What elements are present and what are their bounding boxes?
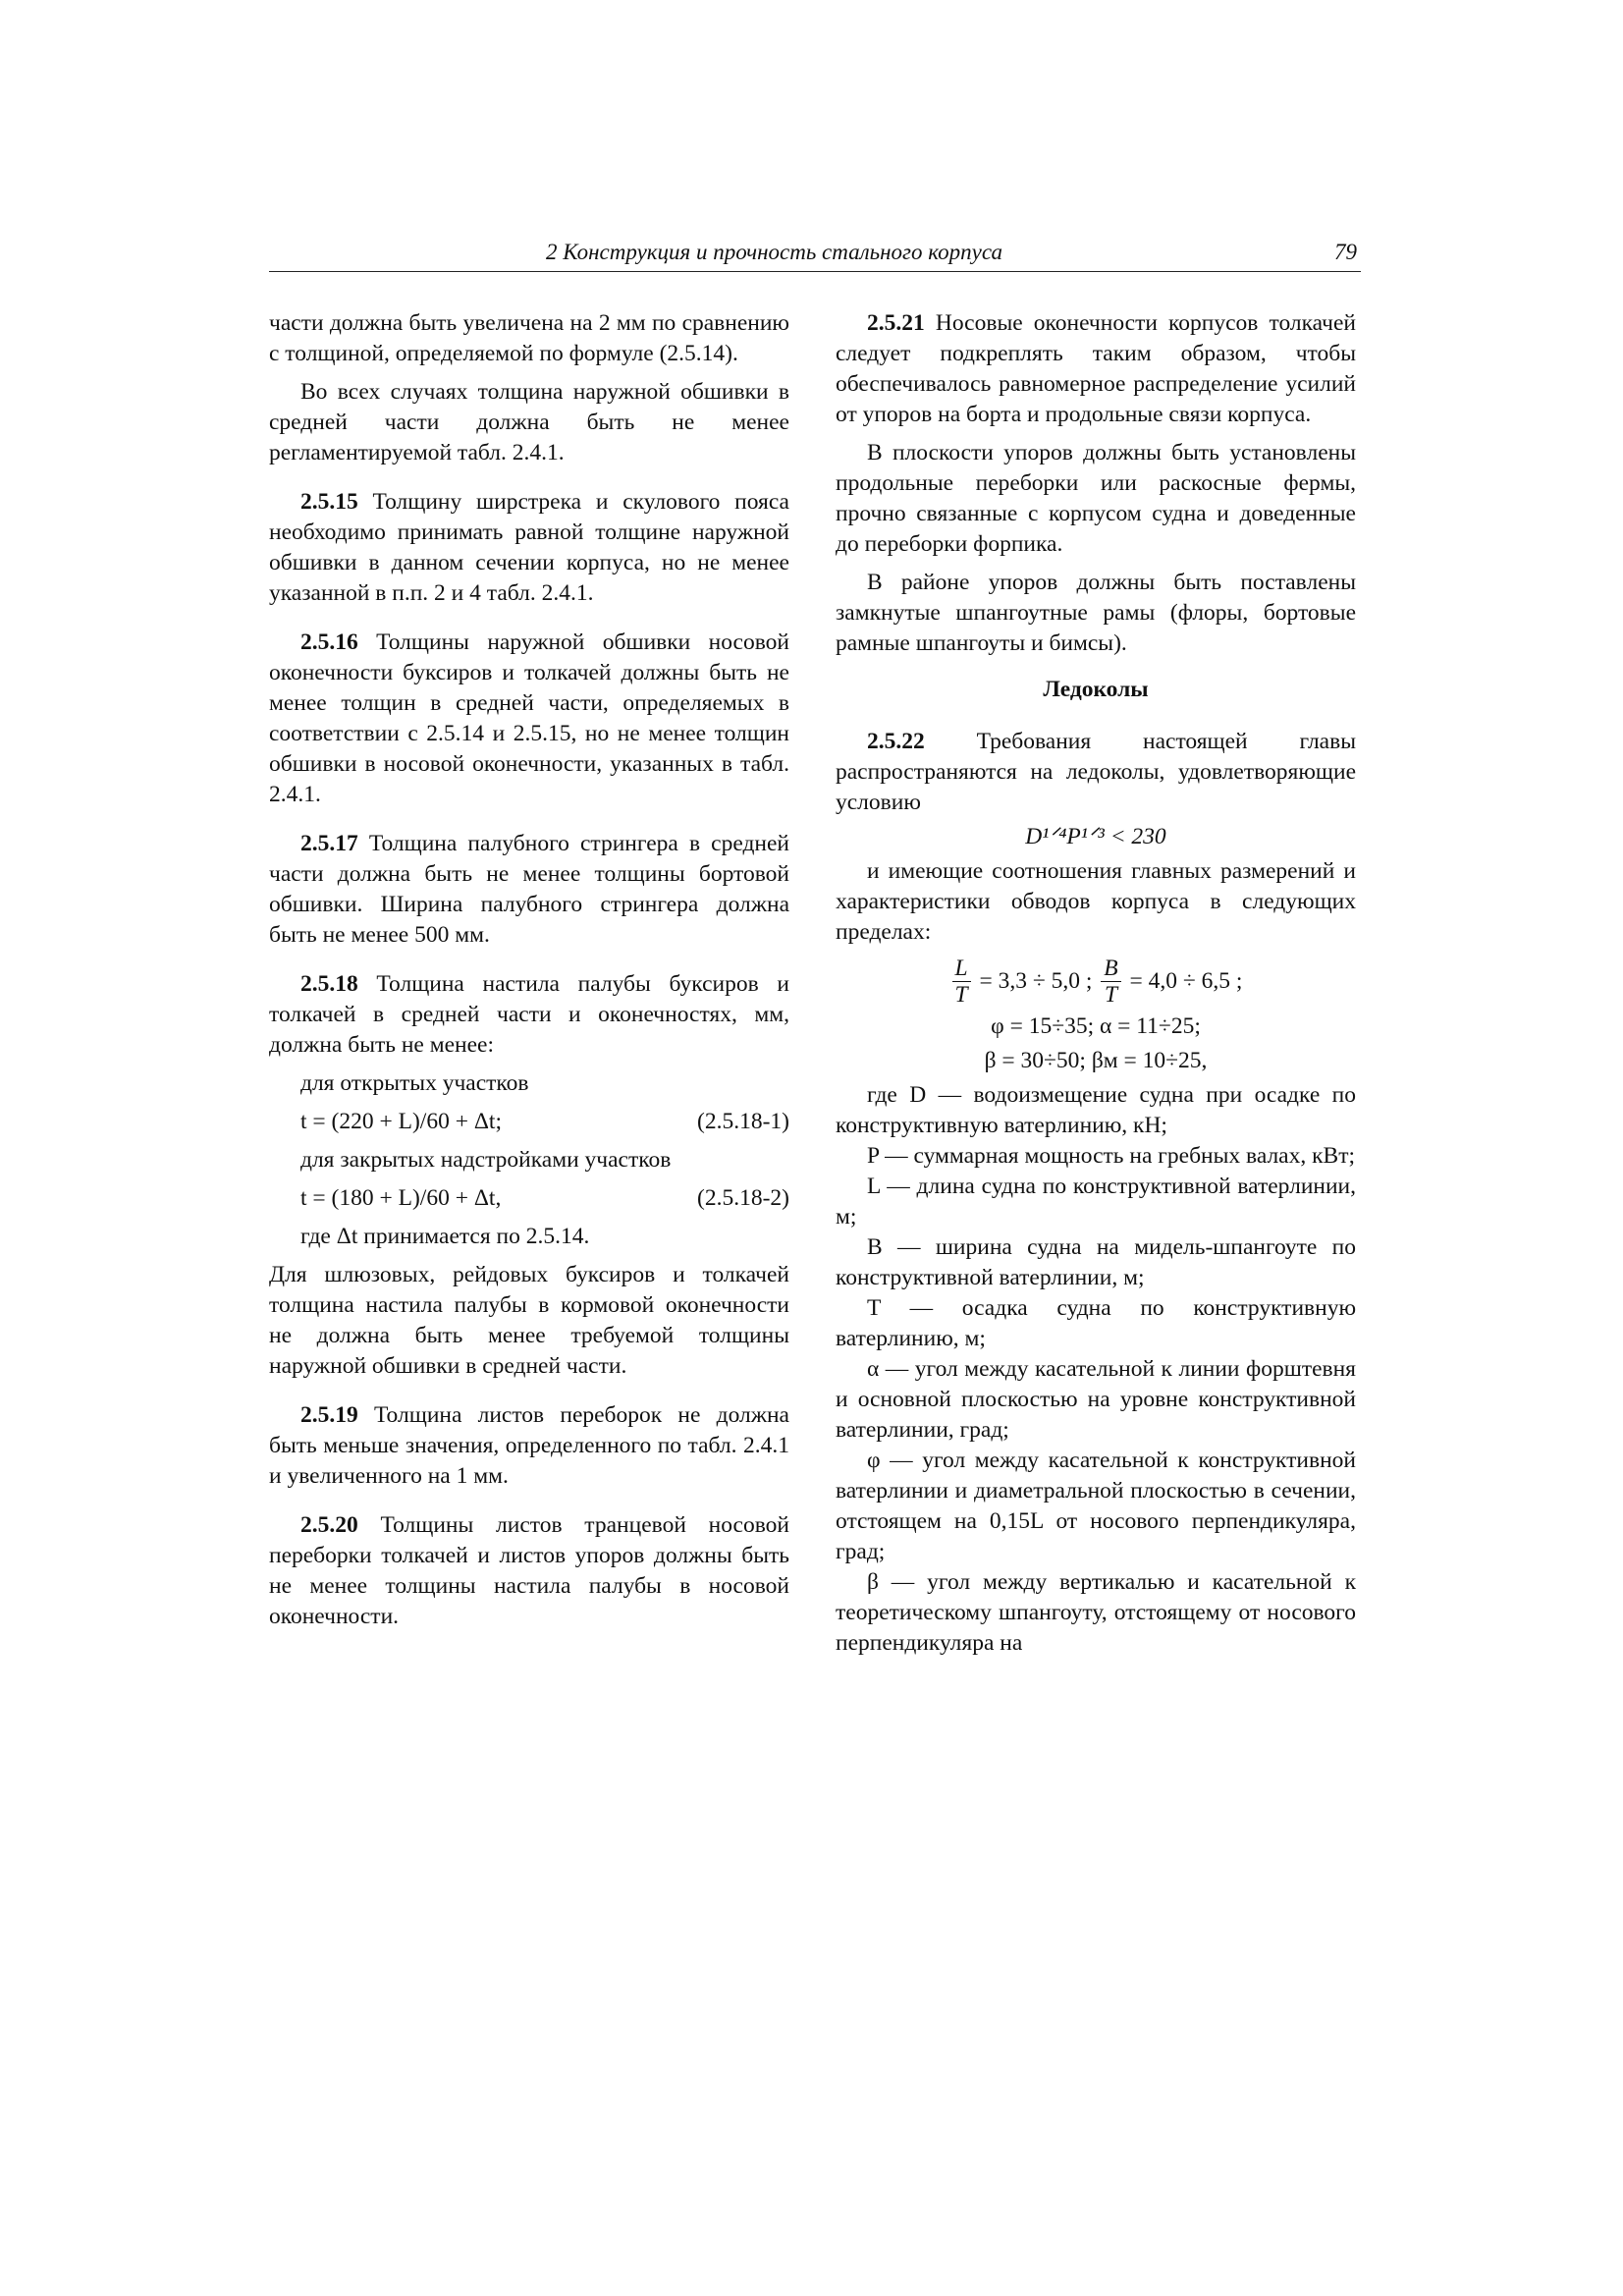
definition-phi: φ — угол между касательной к конструктивной ватерлинии и диаметральной плоскостью в сечении, отстоящем на 0,15L от носового перпендикуляра, град;: [836, 1448, 1356, 1564]
section-2-5-22: [836, 727, 1356, 818]
section-2-5-17: [269, 829, 789, 951]
section-text: Толщина палубного стрингера в средней части должна быть не менее толщины бортовой обшивки. Ширина палубного стрингера должна быть не менее 500 мм.: [269, 831, 789, 948]
section-text: Толщины листов транцевой носовой переборки толкачей и листов упоров должны быть не менее толщины настила палубы в носовой оконечности.: [269, 1512, 789, 1629]
closed-areas-label: для закрытых надстройками участков: [300, 1147, 672, 1173]
definition-p: P — суммарная мощность на гребных валах, кВт;: [867, 1143, 1355, 1169]
paragraph: и имеющие соотношения главных размерений и характеристики обводов корпуса в следующих пределах:: [836, 858, 1356, 945]
header-title: 2 Конструкция и прочность стального корпуса: [546, 240, 1002, 264]
section-number: 2.5.16: [300, 629, 358, 655]
formula-2-5-18-2: [300, 1183, 789, 1214]
section-number: 2.5.17: [300, 831, 358, 856]
ratio-range: = 4,0 ÷ 6,5 ;: [1129, 968, 1243, 994]
section-text: Толщина настила палубы буксиров и толкачей в средней части и оконечностях, мм, должна быть не менее:: [269, 971, 789, 1058]
where-clause: где Δt принимается по 2.5.14.: [300, 1224, 590, 1249]
definition-b: B — ширина судна на мидель-шпангоуте по конструктивной ватерлинии, м;: [836, 1234, 1356, 1290]
section-text: Требования настоящей главы распространяются на ледоколы, удовлетворяющие условию: [836, 729, 1356, 815]
section-number: 2.5.20: [300, 1512, 358, 1538]
section-number: 2.5.18: [300, 971, 358, 997]
formula-number: (2.5.18-1): [697, 1109, 789, 1134]
definition-t: T — осадка судна по конструктивную ватерлинию, м;: [836, 1295, 1356, 1351]
section-heading: Ледоколы: [1043, 677, 1149, 702]
section-number: 2.5.22: [867, 729, 925, 754]
fraction-b-t: $\frac{B}{T}$: [1101, 956, 1120, 1008]
angle-ranges: φ = 15÷35; α = 11÷25;: [991, 1013, 1201, 1039]
running-header: [269, 240, 1361, 272]
definition-alpha: α — угол между касательной к линии форштевня и основной плоскостью на уровне конструктивной ватерлинии, град;: [836, 1356, 1356, 1443]
ratio-range: = 3,3 ÷ 5,0 ;: [979, 968, 1093, 994]
angle-ranges: β = 30÷50; βм = 10÷25,: [984, 1048, 1208, 1073]
section-text: Носовые оконечности корпусов толкачей следует подкреплять таким образом, чтобы обеспечивалось равномерное распределение усилий от упоров на борта и продольные связи корпуса.: [836, 310, 1356, 427]
section-number: 2.5.21: [867, 310, 925, 336]
ratio-formulas: [836, 956, 1356, 1008]
section-text: Толщина листов переборок не должна быть меньше значения, определенного по табл. 2.4.1 и увеличенного на 1 мм.: [269, 1402, 789, 1489]
paragraph: В плоскости упоров должны быть установлены продольные переборки или раскосные фермы, прочно связанные с корпусом судна и доведенные до переборки форпика.: [836, 440, 1356, 557]
right-column: [836, 308, 1356, 1659]
definition-beta: β — угол между вертикалью и касательной к теоретическому шпангоуту, отстоящему от носового перпендикуляра на: [836, 1569, 1356, 1656]
section-2-5-19: [269, 1400, 789, 1492]
section-2-5-16: [269, 628, 789, 810]
page-number: 79: [1334, 240, 1357, 264]
open-areas-label: для открытых участков: [300, 1070, 529, 1096]
formula-number: (2.5.18-2): [697, 1185, 789, 1211]
section-2-5-15: [269, 487, 789, 609]
section-2-5-20: [269, 1510, 789, 1632]
left-column: [269, 308, 789, 1632]
paragraph: части должна быть увеличена на 2 мм по сравнению с толщиной, определяемой по формуле (2.5.14).: [269, 310, 789, 366]
condition-formula: D¹ᐟ⁴P¹ᐟ³ < 230: [1025, 824, 1166, 849]
definition-d: где D — водоизмещение судна при осадке по конструктивную ватерлинию, кН;: [836, 1082, 1356, 1138]
paragraph: Для шлюзовых, рейдовых буксиров и толкачей толщина настила палубы в кормовой оконечности не должна быть менее требуемой толщины наружной обшивки в средней части.: [269, 1262, 789, 1379]
section-number: 2.5.15: [300, 489, 358, 515]
section-2-5-21: [836, 308, 1356, 430]
formula-expression: t = (180 + L)/60 + Δt,: [300, 1185, 502, 1211]
paragraph: В районе упоров должны быть поставлены замкнутые шпангоутные рамы (флоры, бортовые рамные шпангоуты и бимсы).: [836, 570, 1356, 656]
definition-l: L — длина судна по конструктивной ватерлинии, м;: [836, 1174, 1356, 1230]
formula-2-5-18-1: [300, 1107, 789, 1137]
section-2-5-18: [269, 969, 789, 1061]
section-text: Толщины наружной обшивки носовой оконечности буксиров и толкачей должны быть не менее толщин в средней части, определяемых в соответствии с 2.5.14 и 2.5.15, но не менее толщин обшивки в носовой оконечности, указанных в табл. 2.4.1.: [269, 629, 789, 807]
section-text: Толщину ширстрека и скулового пояса необходимо принимать равной толщине наружной обшивки в данном сечении корпуса, но не менее указанной в п.п. 2 и 4 табл. 2.4.1.: [269, 489, 789, 606]
fraction-l-t: $\frac{L}{T}$: [952, 956, 971, 1008]
paragraph: Во всех случаях толщина наружной обшивки в средней части должна быть не менее регламентируемой табл. 2.4.1.: [269, 379, 789, 465]
formula-expression: t = (220 + L)/60 + Δt;: [300, 1109, 502, 1134]
section-number: 2.5.19: [300, 1402, 358, 1428]
